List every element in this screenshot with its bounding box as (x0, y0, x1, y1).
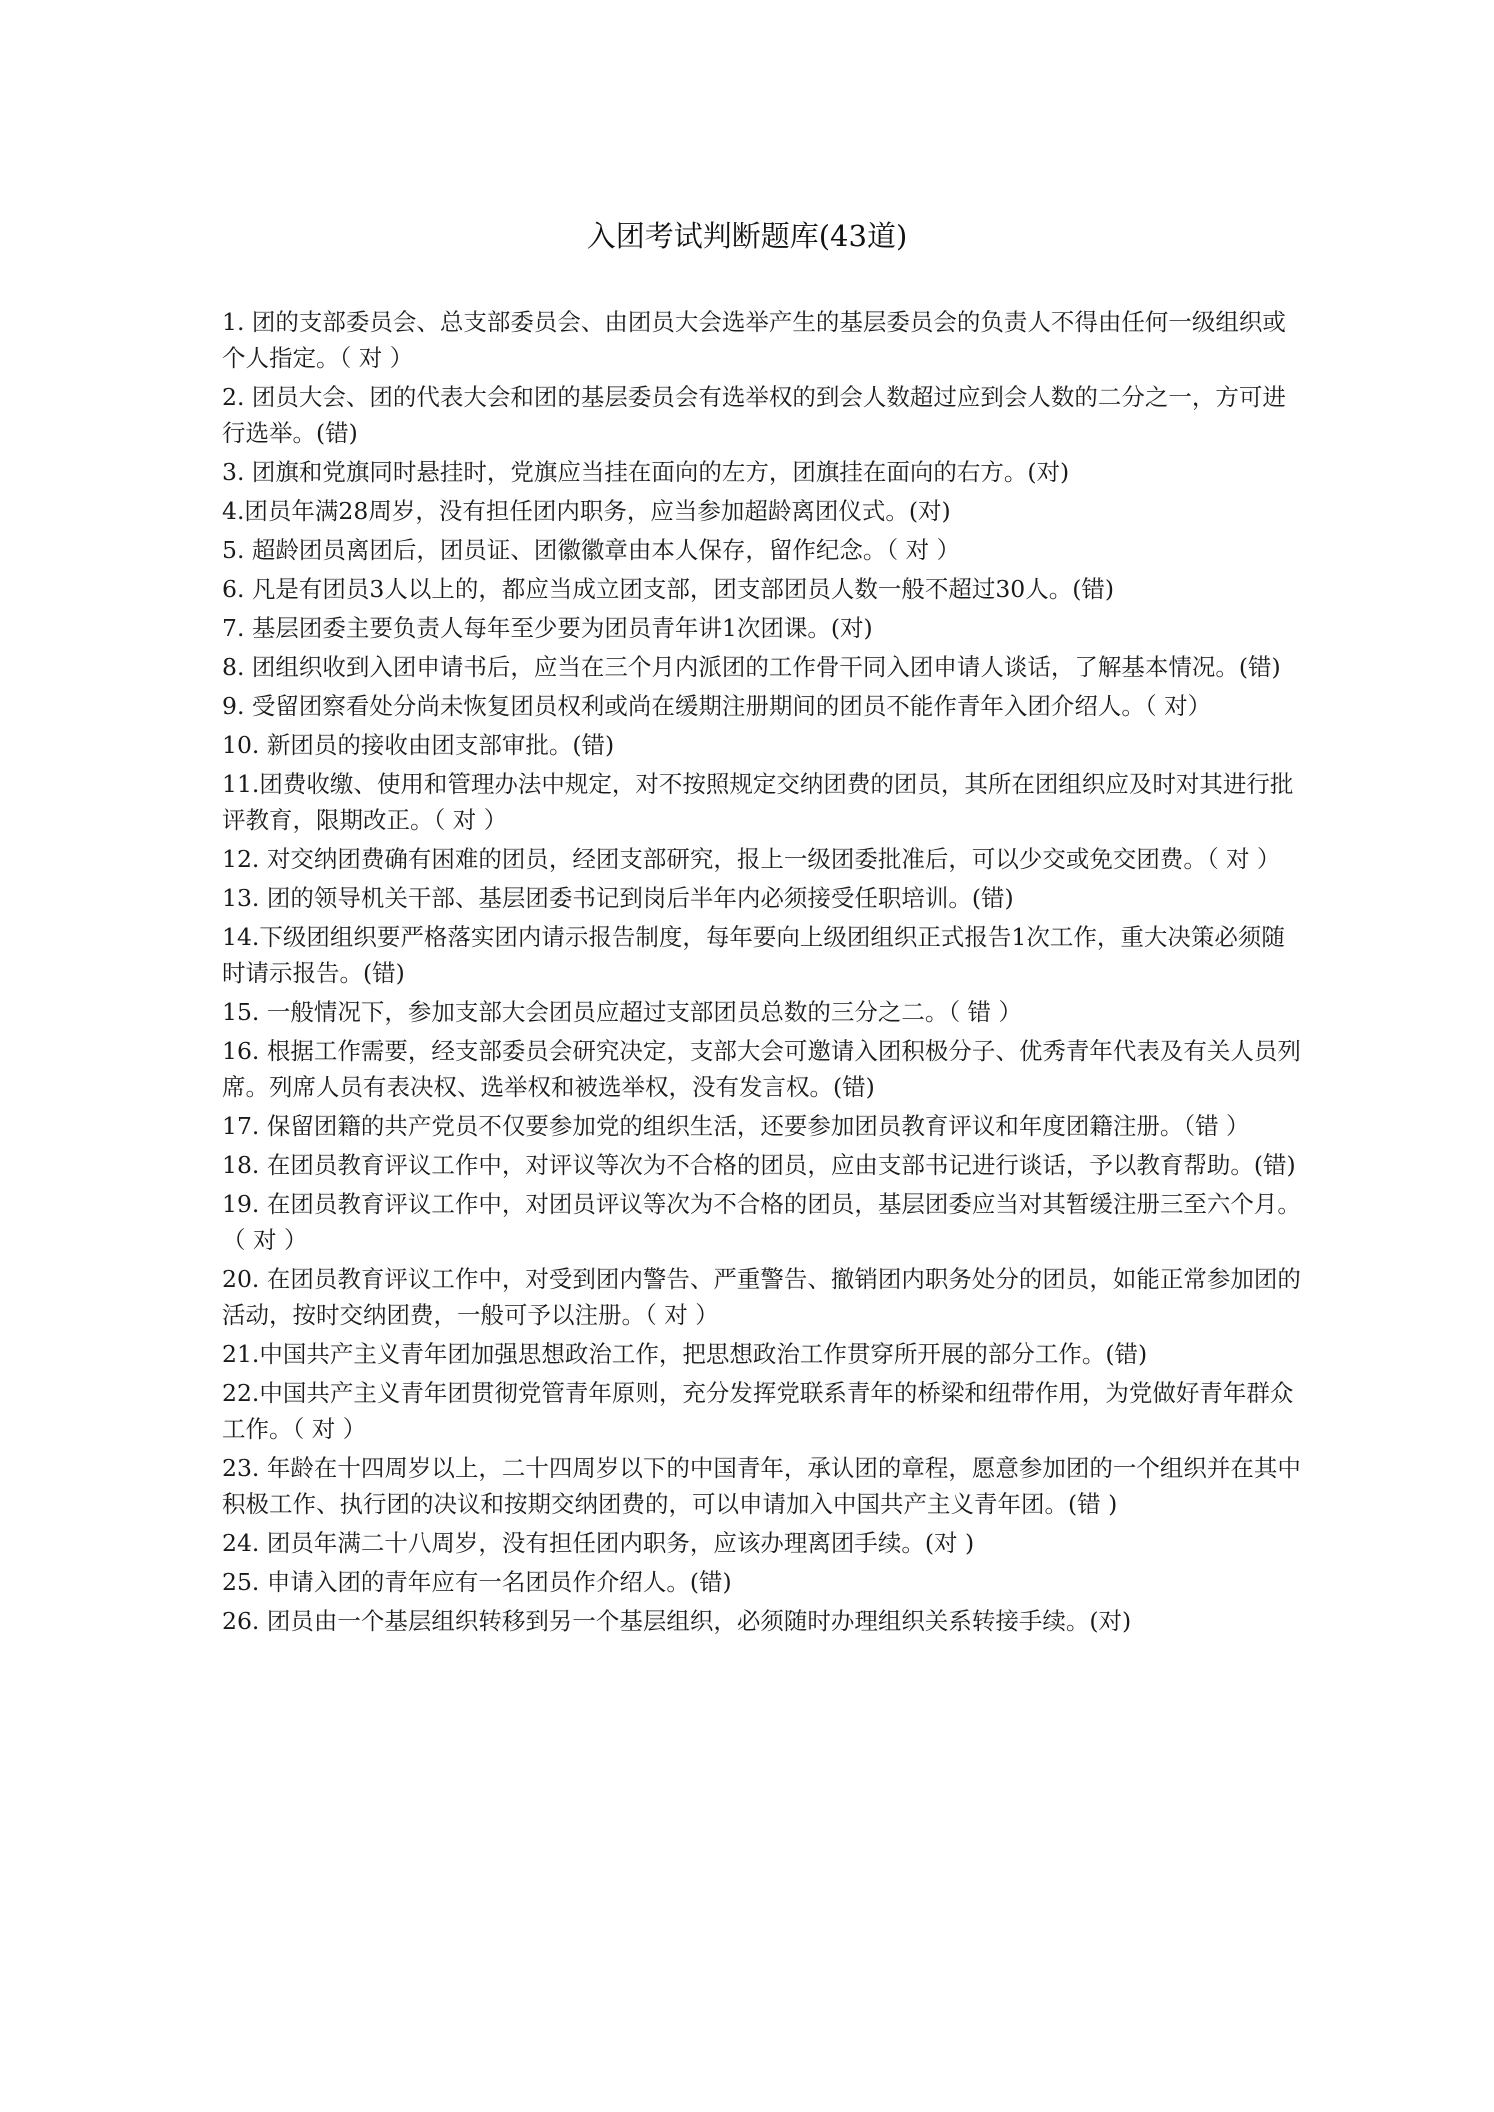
question-item: 26. 团员由一个基层组织转移到另一个基层组织，必须随时办理组织关系转接手续。(对) (222, 1607, 1132, 1635)
question-item: 5. 超龄团员离团后，团员证、团徽徽章由本人保存，留作纪念。（ 对 ） (222, 536, 961, 564)
question-item: 17. 保留团籍的共产党员不仅要参加党的组织生活，还要参加团员教育评议和年度团籍注册。（错 ） (222, 1112, 1250, 1140)
question-list (222, 304, 1307, 1642)
question-item: 13. 团的领导机关干部、基层团委书记到岗后半年内必须接受任职培训。(错) (222, 884, 1014, 912)
question-item: 11.团费收缴、使用和管理办法中规定，对不按照规定交纳团费的团员，其所在团组织应及时对其进行批评教育，限期改正。（ 对 ） (222, 770, 1294, 834)
question-item: 24. 团员年满二十八周岁，没有担任团内职务，应该办理离团手续。(对 ) (222, 1529, 975, 1557)
question-item: 22.中国共产主义青年团贯彻党管青年原则，充分发挥党联系青年的桥梁和纽带作用，为党做好青年群众工作。（ 对 ） (222, 1379, 1294, 1443)
question-item: 20. 在团员教育评议工作中，对受到团内警告、严重警告、撤销团内职务处分的团员，如能正常参加团的活动，按时交纳团费，一般可予以注册。（ 对 ） (222, 1265, 1301, 1329)
question-item: 6. 凡是有团员3人以上的，都应当成立团支部，团支部团员人数一般不超过30人。(错) (222, 575, 1115, 603)
question-item: 8. 团组织收到入团申请书后，应当在三个月内派团的工作骨干同入团申请人谈话，了解基本情况。(错) (222, 653, 1281, 681)
document-title: 入团考试判断题库(43道) (586, 219, 908, 253)
question-item: 23. 年龄在十四周岁以上，二十四周岁以下的中国青年，承认团的章程，愿意参加团的一个组织并在其中积极工作、执行团的决议和按期交纳团费的，可以申请加入中国共产主义青年团。(错 ) (222, 1454, 1301, 1518)
question-item: 10. 新团员的接收由团支部审批。(错) (222, 731, 615, 759)
question-item: 9. 受留团察看处分尚未恢复团员权利或尚在缓期注册期间的团员不能作青年入团介绍人。（ 对） (222, 692, 1212, 720)
question-item: 3. 团旗和党旗同时悬挂时，党旗应当挂在面向的左方，团旗挂在面向的右方。(对) (222, 458, 1070, 486)
question-item: 21.中国共产主义青年团加强思想政治工作，把思想政治工作贯穿所开展的部分工作。(错) (222, 1340, 1148, 1368)
question-item: 25. 申请入团的青年应有一名团员作介绍人。(错) (222, 1568, 732, 1596)
question-item: 4.团员年满28周岁，没有担任团内职务，应当参加超龄离团仪式。(对) (222, 497, 951, 525)
question-item: 18. 在团员教育评议工作中，对评议等次为不合格的团员，应由支部书记进行谈话，予以教育帮助。(错) (222, 1151, 1296, 1179)
question-item: 12. 对交纳团费确有困难的团员，经团支部研究，报上一级团委批准后，可以少交或免交团费。（ 对 ） (222, 845, 1281, 873)
question-item: 1. 团的支部委员会、总支部委员会、由团员大会选举产生的基层委员会的负责人不得由任何一级组织或个人指定。（ 对 ） (222, 308, 1286, 372)
question-item: 7. 基层团委主要负责人每年至少要为团员青年讲1次团课。(对) (222, 614, 873, 642)
question-item: 19. 在团员教育评议工作中，对团员评议等次为不合格的团员，基层团委应当对其暂缓注册三至六个月。（ 对 ） (222, 1190, 1301, 1254)
question-item: 16. 根据工作需要，经支部委员会研究决定，支部大会可邀请入团积极分子、优秀青年代表及有关人员列席。列席人员有表决权、选举权和被选举权，没有发言权。(错) (222, 1037, 1301, 1101)
question-item: 15. 一般情况下，参加支部大会团员应超过支部团员总数的三分之二。（ 错 ） (222, 998, 1023, 1026)
question-item: 14.下级团组织要严格落实团内请示报告制度，每年要向上级团组织正式报告1次工作，重大决策必须随时请示报告。(错) (222, 923, 1285, 987)
question-item: 2. 团员大会、团的代表大会和团的基层委员会有选举权的到会人数超过应到会人数的二分之一，方可进行选举。(错) (222, 383, 1286, 447)
